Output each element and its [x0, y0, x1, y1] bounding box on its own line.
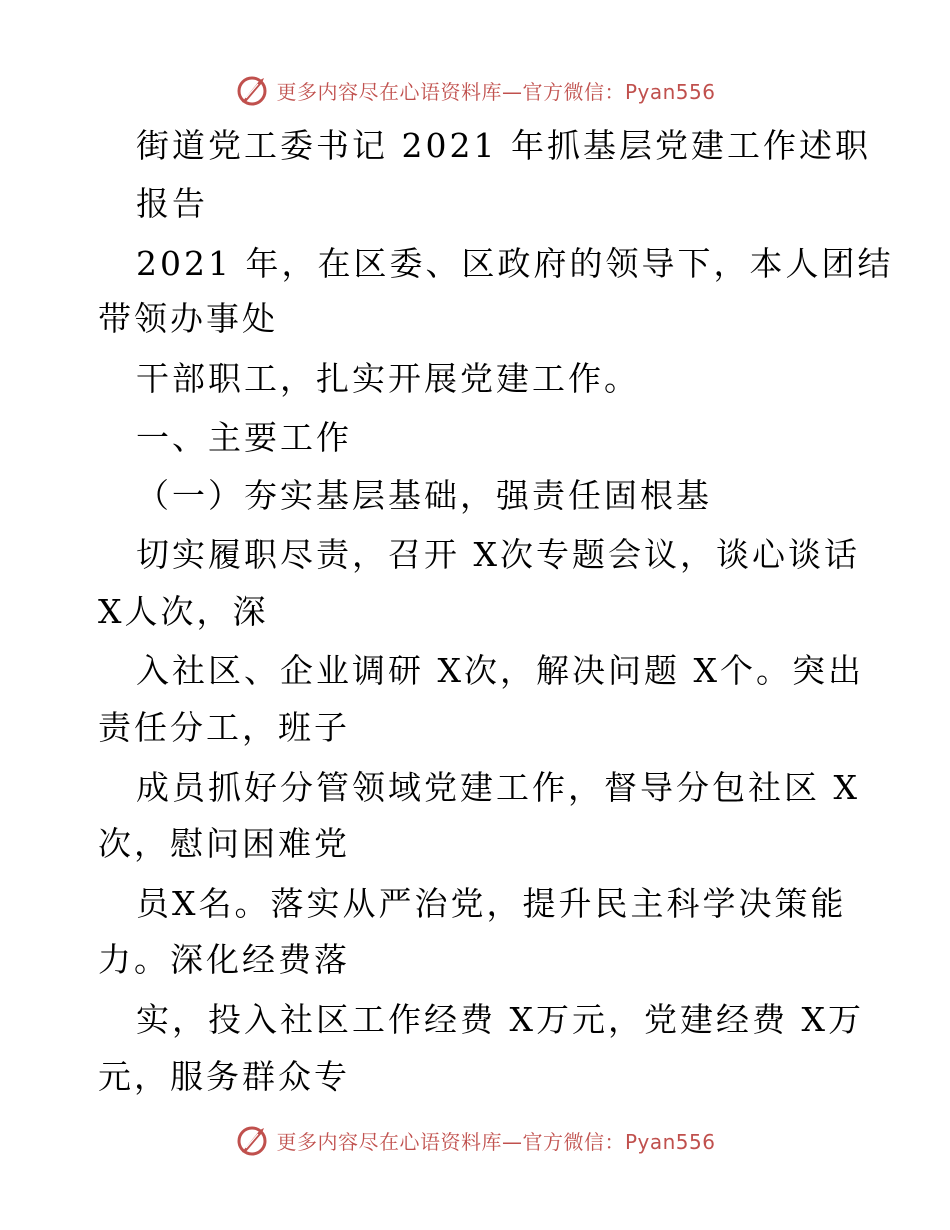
paragraph-line: 切实履职尽责，召开 X次专题会议，谈心谈话 — [136, 535, 860, 574]
doc-title-line: 报告 — [136, 184, 208, 223]
paragraph-line: 力。深化经费落 — [98, 940, 350, 979]
paragraph-line: X人次，深 — [98, 592, 269, 631]
paragraph-line: 带领办事处 — [98, 299, 278, 338]
paragraph-line: 干部职工，扎实开展党建工作。 — [136, 359, 640, 398]
watermark-text: 更多内容尽在心语资料库—官方微信：Pyan556 — [276, 79, 716, 104]
header-watermark — [0, 68, 950, 112]
quill-pen-logo-icon — [234, 1122, 270, 1158]
quill-pen-logo-icon — [234, 72, 270, 108]
doc-title-line: 街道党工委书记 2021 年抓基层党建工作述职 — [136, 126, 871, 165]
paragraph-line: 员X名。落实从严治党，提升民主科学决策能 — [136, 884, 847, 923]
paragraph-line: 入社区、企业调研 X次，解决问题 X个。突出 — [136, 651, 864, 690]
paragraph-line: 元，服务群众专 — [98, 1057, 350, 1096]
paragraph-line: 成员抓好分管领域党建工作，督导分包社区 X — [136, 768, 860, 807]
paragraph-line: 2021 年，在区委、区政府的领导下，本人团结 — [136, 244, 894, 283]
subsection-heading: （一）夯实基层基础，强责任固根基 — [136, 476, 712, 515]
footer-watermark — [0, 1118, 950, 1162]
watermark-text: 更多内容尽在心语资料库—官方微信：Pyan556 — [276, 1129, 716, 1154]
paragraph-line: 责任分工，班子 — [98, 708, 350, 747]
paragraph-line: 次，慰问困难党 — [98, 824, 350, 863]
section-heading: 一、主要工作 — [136, 418, 352, 457]
paragraph-line: 实，投入社区工作经费 X万元，党建经费 X万 — [136, 1000, 864, 1039]
